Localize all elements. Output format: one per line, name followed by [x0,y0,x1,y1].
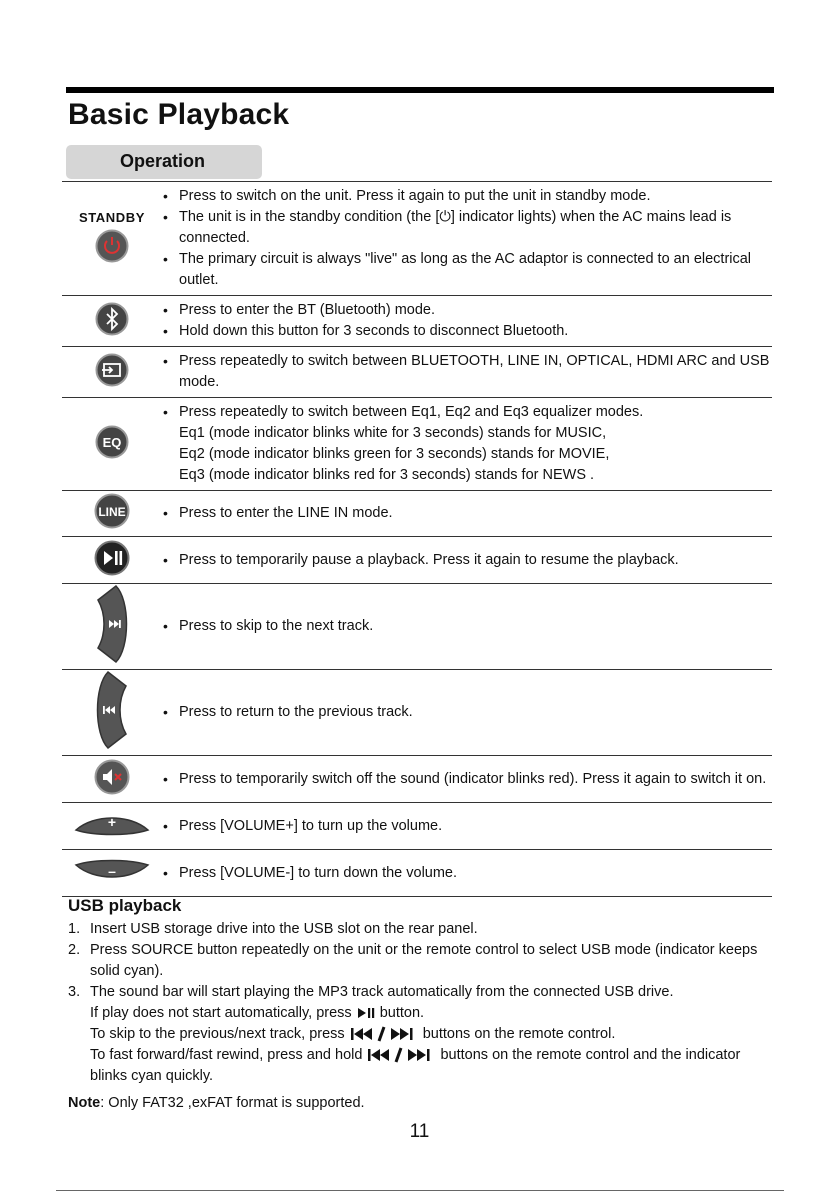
power-button-icon [95,229,129,263]
eq-button-icon [95,425,129,459]
list-item: • Press to temporarily switch off the sound (indicator blinks red). Press it again to switch it on. [177,769,772,790]
table-row [62,670,772,756]
operation-tab: Operation [66,145,262,179]
list-item: • Press repeatedly to switch between Eq1, Eq2 and Eq3 equalizer modes. [177,402,772,423]
note: Note: Only FAT32 ,exFAT format is supported. [68,1095,365,1111]
previous-track-button-icon [92,670,132,750]
eq-detail: Eq3 (mode indicator blinks red for 3 seconds) stands for NEWS . [179,467,595,483]
table-row [62,398,772,491]
next-track-button-icon [92,584,132,664]
table-row [62,296,772,347]
list-item: • Press to return to the previous track. [177,702,772,723]
prev-next-icon [349,1025,419,1043]
list-item: • Press to skip to the next track. [177,616,772,637]
list-item: 3. The sound bar will start playing the MP3 track automatically from the connected USB drive. If play does not start automatically, press button. To skip to the previous/next track, press buttons on the remote control. To fast forward/fast rewind, press and hold buttons on the remote control and the indicator blinks cyan quickly. [68,984,741,1084]
table-row [62,491,772,537]
play-pause-button-icon [94,540,130,576]
mute-button-icon [94,759,130,795]
volume-up-button-icon [74,810,150,838]
table-row [62,756,772,803]
volume-down-button-icon [74,857,150,885]
table-row [62,347,772,398]
operation-table [62,181,772,897]
line-icon-text: LINE [98,505,126,519]
list-item: • The primary circuit is always "live" as long as the AC adaptor is connected to an electrical outlet. [177,249,772,291]
list-item: • Press to enter the BT (Bluetooth) mode. [177,300,772,321]
eq-icon-text: EQ [102,434,122,450]
volume-up-icon-text: + [107,813,117,830]
table-row [62,537,772,584]
list-item: • Press to switch on the unit. Press it again to put the unit in standby mode. [177,186,772,207]
table-row [62,803,772,850]
list-item: • Press to temporarily pause a playback. Press it again to resume the playback. [177,550,772,571]
eq-detail: Eq2 (mode indicator blinks green for 3 seconds) stands for MOVIE, [179,446,610,462]
list-item: • Press repeatedly to switch between BLUETOOTH, LINE IN, OPTICAL, HDMI ARC and USB mode. [177,351,772,393]
table-row [62,182,772,296]
list-item: • Hold down this button for 3 seconds to disconnect Bluetooth. [177,321,772,342]
usb-section-title: USB playback [68,896,182,915]
header-rule [66,87,774,93]
prev-next-icon [366,1046,436,1064]
standby-label: STANDBY [78,209,146,225]
page-number: 11 [409,1121,430,1142]
volume-down-icon-text: – [108,862,116,879]
list-item: • Press [VOLUME+] to turn up the volume. [177,816,772,837]
page-title: Basic Playback [68,98,290,131]
list-item: • Press [VOLUME-] to turn down the volume. [177,863,772,884]
list-item: • Press to enter the LINE IN mode. [177,503,772,524]
line-in-button-icon [94,493,130,529]
eq-detail: Eq1 (mode indicator blinks white for 3 seconds) stands for MUSIC, [179,425,607,441]
usb-playback-section [68,896,778,1114]
list-item: 1. Insert USB storage drive into the USB slot on the rear panel. [68,921,478,937]
table-row [62,584,772,670]
list-item: • The unit is in the standby condition (the [⏻] indicator lights) when the AC mains lead is connected. [177,207,772,249]
source-button-icon [95,353,129,387]
table-row [62,850,772,897]
play-pause-icon [356,1006,376,1020]
list-item: 2. Press SOURCE button repeatedly on the unit or the remote control to select USB mode (indicator keeps solid cyan). [68,942,758,979]
bluetooth-button-icon [95,302,129,336]
